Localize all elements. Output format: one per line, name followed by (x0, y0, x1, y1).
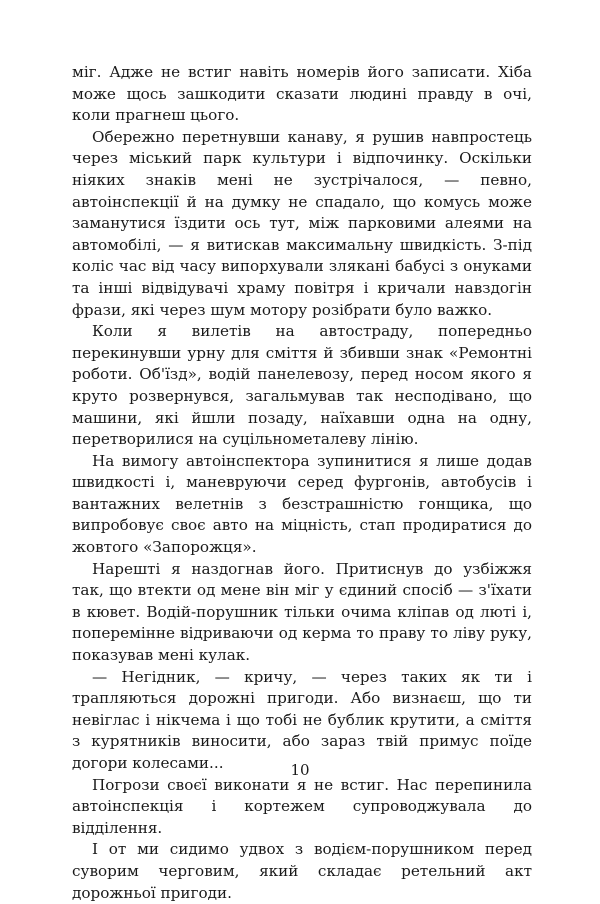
paragraph-8: І от ми сидимо удвох з водієм-порушником перед суворим черговим, який складає ретельний акт дорожньої пригоди. (72, 840, 532, 902)
paragraph-7: Погрози своєї виконати я не встиг. Нас перепинила автоінспекція і кортежем супроводжувала до відділення. (72, 775, 532, 837)
page-number: 10 (290, 761, 310, 779)
paragraph-1: міг. Адже не встиг навіть номерів його записати. Хіба може щось зашкодити сказати людині правду в очі, коли прагнеш цього. (72, 63, 532, 125)
paragraph-5: Нарешті я наздогнав його. Притиснув до узбіжжя так, що втекти од мене він міг у єдиний спосіб — з'їхати в кювет. Водій-порушник тільки очима кліпав од люті і, поперемінне відриваючи од керма то праву то ліву руку, показував мені кулак. (72, 559, 532, 665)
paragraph-3: Коли я вилетів на автостраду, попередньо перекинувши урну для сміття й збивши знак «Ремонтні роботи. Об'їзд», водій панелевозу, перед носом якого я круто розвернувся, загальмував так несподівано, що машини, які йшли позаду, наїхавши одна на одну, перетворилися на суцільнометалеву лінію. (72, 322, 532, 449)
paragraph-2: Обережно перетнувши канаву, я рушив навпростець через міський парк культури і відпочинку. Оскільки ніяких знаків мені не зустрічалося, — певно, автоінспекції й на думку не спадало, що комусь може заманутися їздити ось тут, між парковими алеями на автомобілі, — я витискав максимальну швидкість. З-під коліс час від часу випорхували злякані бабусі з онуками та інші відвідувачі храму повітря і кричали навздогін фрази, які через шум мотору розібрати було важко. (72, 127, 532, 319)
paragraph-6: — Негідник, — кричу, — через таких як ти і трапляються дорожні пригоди. Або визнаєш, що ти невіглас і нікчема і що тобі не бублик крутити, а сміття з курятників виносити, або зараз твій примус поїде догори колесами... (72, 667, 532, 772)
paragraph-4: На вимогу автоінспектора зупинитися я лише додав швидкості і, маневруючи серед фургонів, автобусів і вантажних велетнів з безстрашністю гонщика, що випробовує своє авто на міцність, стап продиратися до жовтого «Запорожця». (72, 451, 532, 557)
